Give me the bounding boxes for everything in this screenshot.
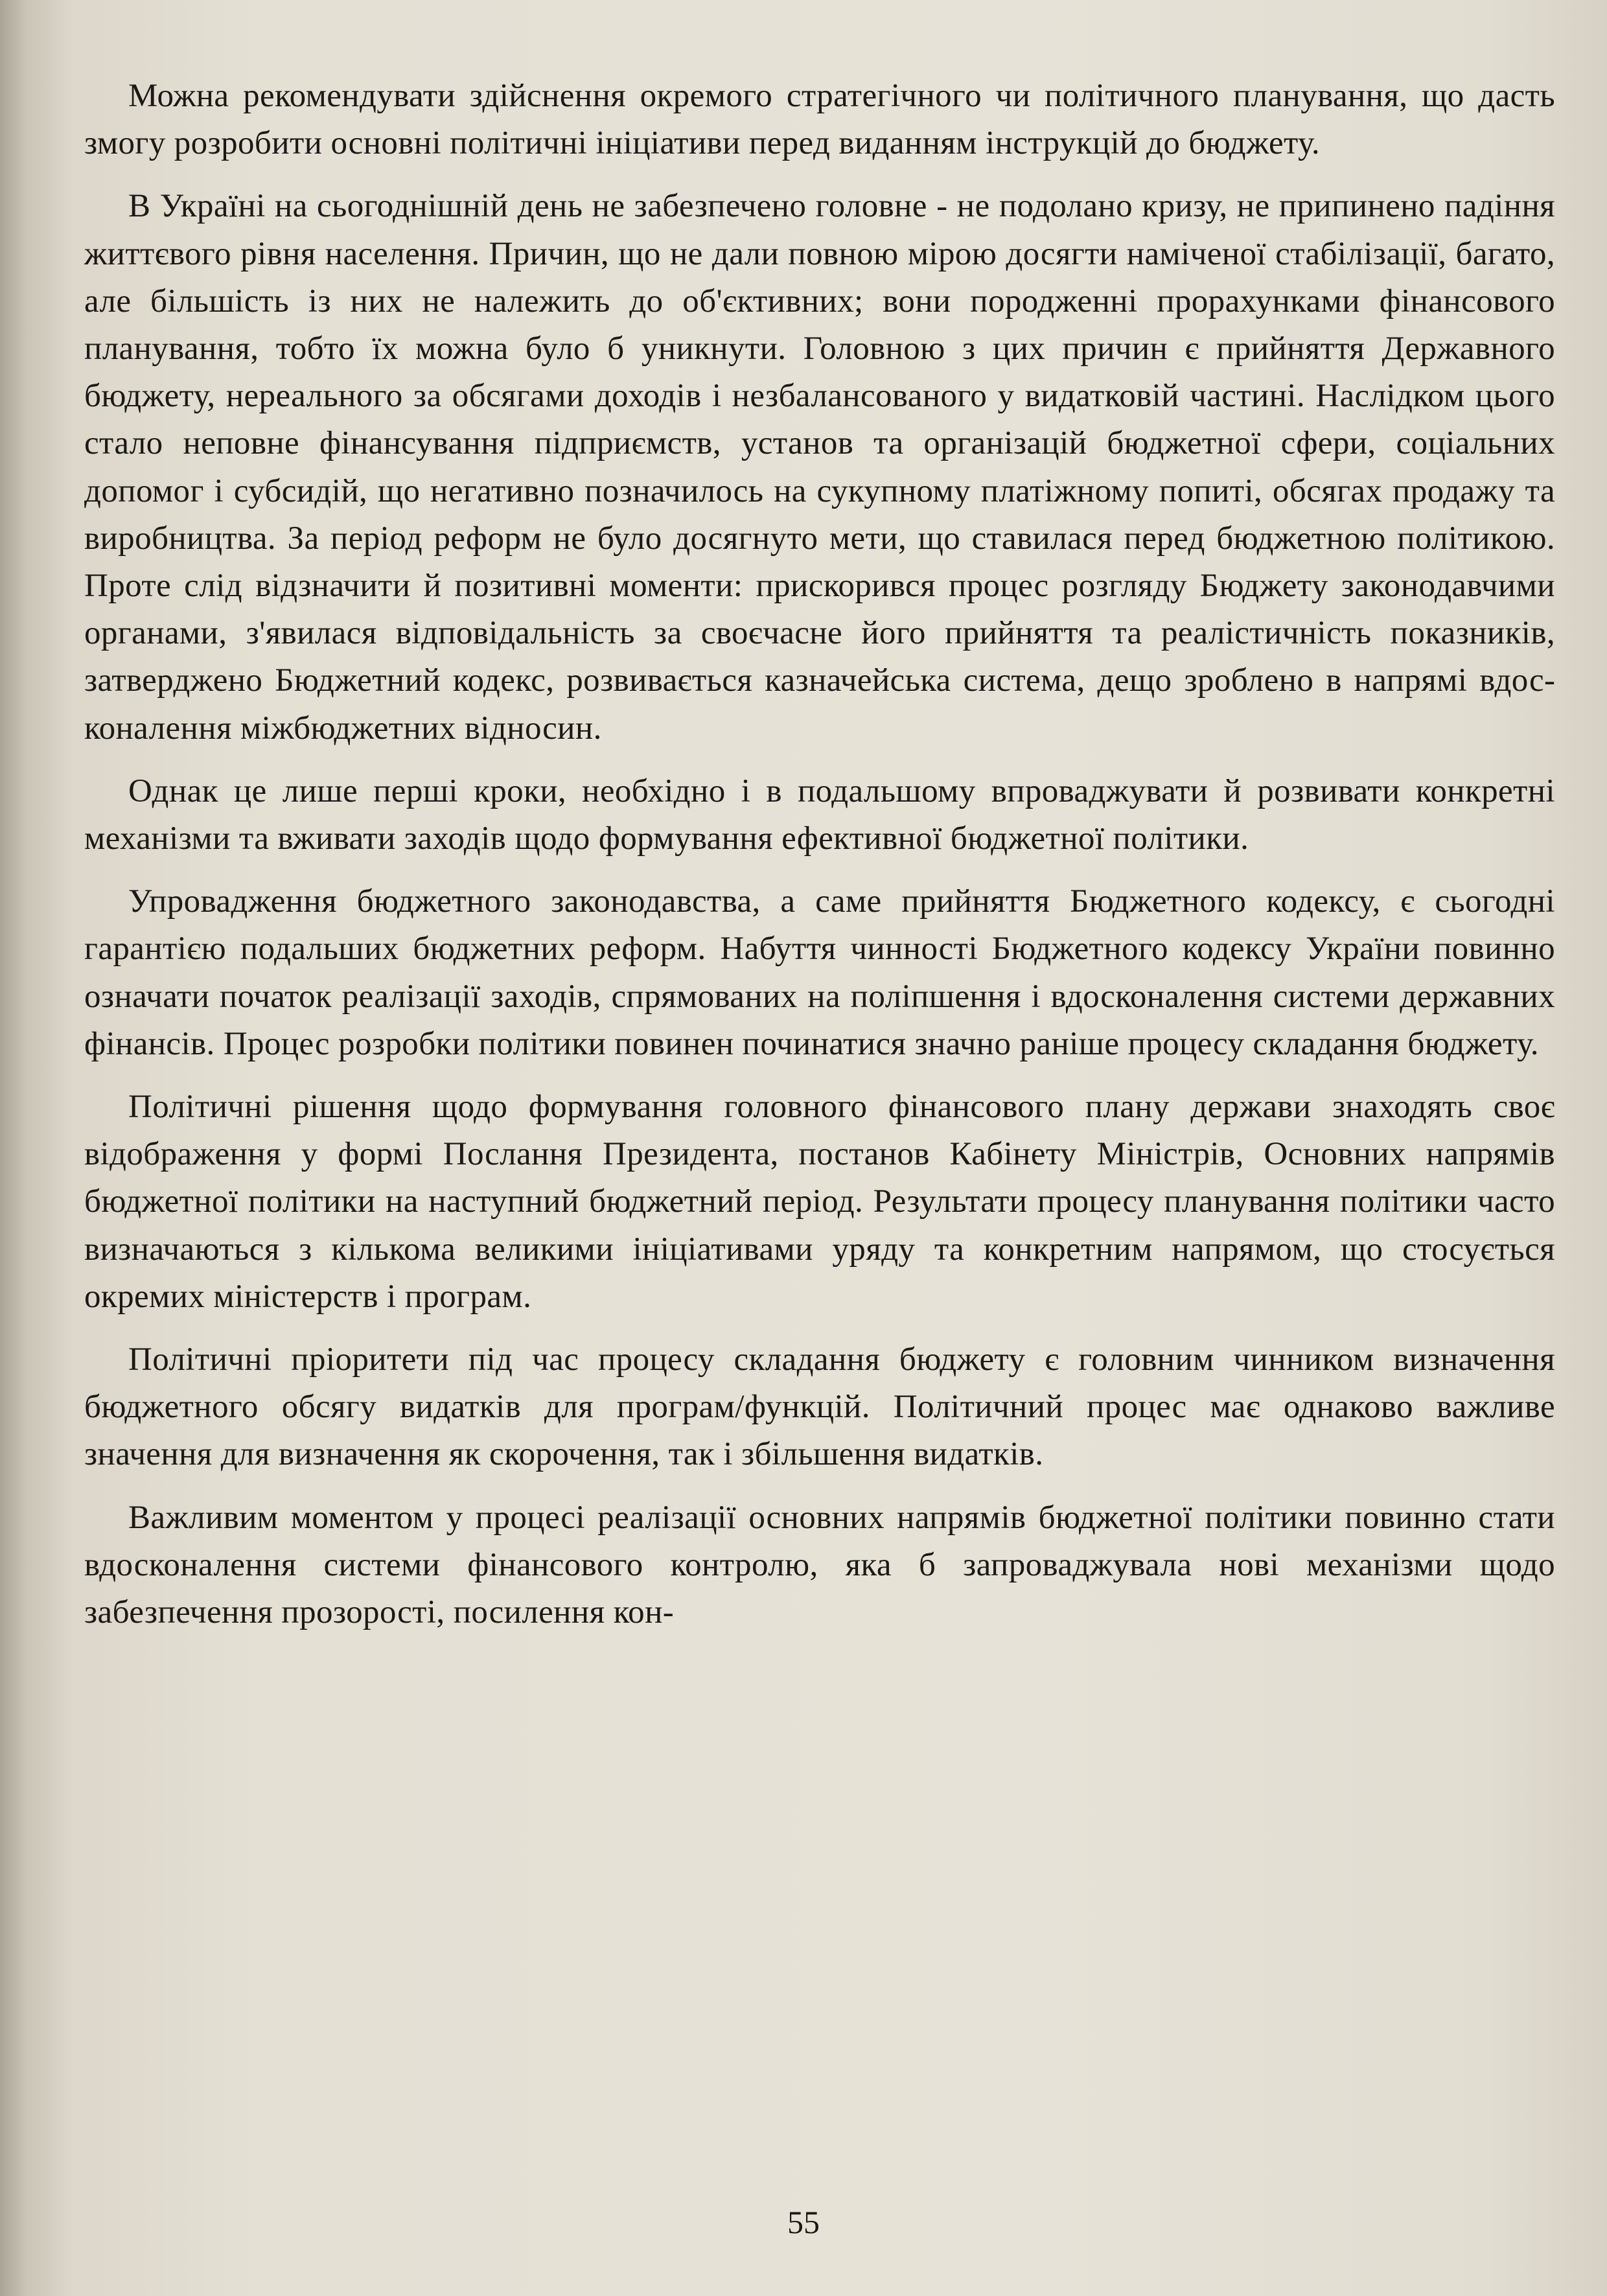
paragraph-3: Однак це лише перші кроки, необхідно і в подальшому впроваджувати й розвивати конкретні механізми та вживати заходів щодо формування ефективної бюджетної політики. bbox=[84, 772, 1555, 857]
paragraph-5: Політичні рішення щодо формування головного фінансового плану держави знаходять своє відображення у формі Послання Президента, постанов Кабінету Міністрів, Основних напрямів бюджетної політики на наступний бюджетний період. Результати процесу планування політики часто визначаються з кількома великими ініціативами уряду та конкретним напрямом, що стосується окремих міністерств і програм. bbox=[84, 1089, 1555, 1315]
paragraph-6: Політичні пріоритети під час процесу складання бюджету є головним чинником визначення бюджетного обсягу видатків для програм/функцій. Політичний процес має однаково важливе значення для визначення як скорочення, так і збільшення видатків. bbox=[84, 1341, 1555, 1473]
paragraph-2: В Україні на сьогоднішній день не забезпечено головне - не подолано кризу, не припинено падіння життєвого рівня населення. Причин, що не дали повною мірою досягти наміченої стабілізації, багато, але більшість із них не належить до об'єктивних; вони породженні прорахунками фінансового планування, тобто їх можна було б уникнути. Головною з цих причин є прийняття Державного бюджету, нереального за обсягами доходів і незбалансованого у видатковій частині. Наслідком цього стало неповне фінансування підприємств, установ та організацій бюджетної сфери, соціальних допомог і субсидій, що негативно позначилось на сукупному платіжному попиті, обсягах продажу та виробництва. За період реформ не було досягнуто мети, що ставилася перед бюджетною політикою. Проте слід відзначити й позитивні моменти: прискорився процес розгляду Бюджету законодавчими органами, з'явилася відповідальність за своєчасне його прийняття та реалістичність показників, затверджено Бюджетний кодекс, розвивається казначейська система, дещо зроблено в напрямі вдосконалення міжбюджетних відносин. bbox=[84, 188, 1555, 747]
page-number: 55 bbox=[787, 2204, 820, 2240]
body-text bbox=[84, 73, 1555, 1652]
paragraph-4: Упровадження бюджетного законодавства, а саме прийняття Бюджетного кодексу, є сьогодні гарантією подальших бюджетних реформ. Набуття чинності Бюджетного кодексу України повинно означати початок реалізації заходів, спрямованих на поліпшення і вдосконалення системи державних фінансів. Процес розробки політики повинен починатися значно раніше процесу складання бюджету. bbox=[84, 883, 1555, 1062]
paragraph-1: Можна рекомендувати здійснення окремого стратегічного чи політичного планування, що дасть змогу розробити основні політичні ініціативи перед виданням інструкцій до бюджету. bbox=[84, 78, 1555, 162]
paragraph-7: Важливим моментом у процесі реалізації основних напрямів бюджетної політики повинно стати вдосконалення системи фінансового контролю, яка б запроваджувала нові механізми щодо забезпечення прозорості, посилення кон- bbox=[84, 1499, 1555, 1631]
